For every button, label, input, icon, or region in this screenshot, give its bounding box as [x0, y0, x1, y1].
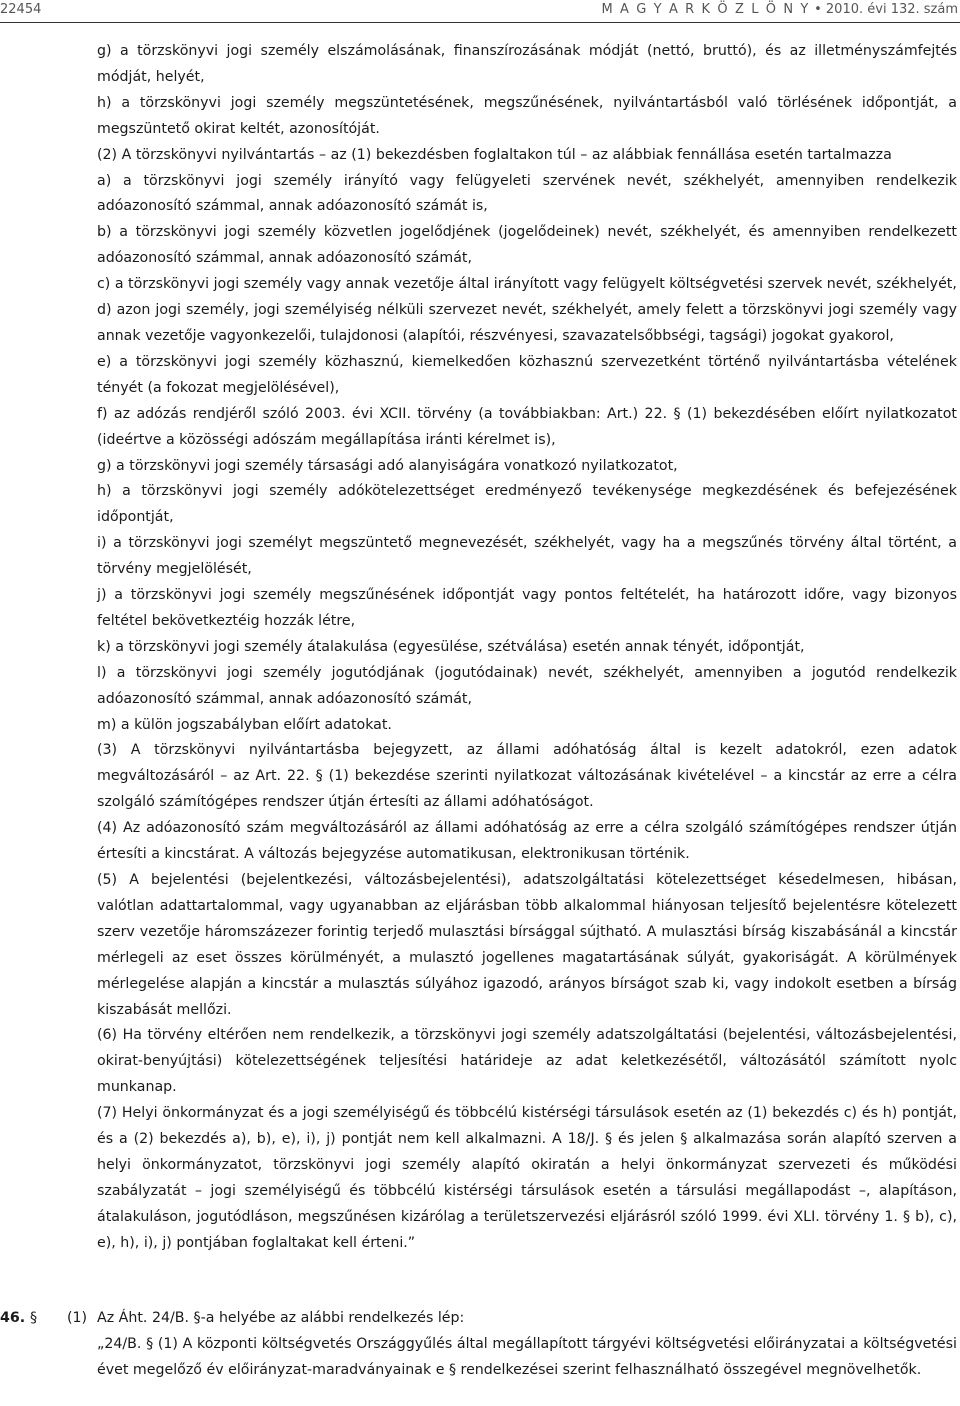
paragraph: (5) A bejelentési (bejelentkezési, változásbejelentési), adatszolgáltatási kötelezettséget késedelmesen, hibásan, valótlan adattartalommal, vagy ugyanabban az eljárásban több alkalommal hiányosan teljesítő bejelentésre kötelezett szerv vezetője háromszázezer forintig terjedő mulasztási bírsággal sújtható. A mulasztási bírság kiszabásánál a kincstár mérlegeli az eset összes körülményét, a mulasztó jogellenes magatartásának súlyát, gyakoriságát. A körülmények mérlegelése alapján a kincstár a mulasztás súlyához igazodó, arányos bírságot szab ki, vagy indokolt esetben a bírság kiszabását mellőzi. [97, 872, 957, 1018]
section-sign-icon: § [30, 1310, 38, 1326]
document-body [97, 39, 957, 1257]
paragraph: j) a törzskönyvi jogi személy megszűnésének időpontját vagy pontos feltételét, ha határozott időre, vagy bizonyos feltétel bekövetkeztéig hozzák létre, [97, 587, 957, 629]
section-text: „24/B. § (1) A központi költségvetés Országgyűlés által megállapított tárgyévi költségvetési előirányzatai a költségvetési évet megelőző év előirányzat-maradványainak e § rendelkezései szerint felhasználható összegével megnövelhetők. [97, 1336, 957, 1378]
journal-title: M A G Y A R K Ö Z L Ö N Y [601, 2, 810, 17]
bullet-icon: • [814, 2, 822, 17]
paragraph: h) a törzskönyvi jogi személy megszüntetésének, megszűnésének, nyilvántartásból való törlésének időpontját, a megszüntető okirat keltét, azonosítóját. [97, 94, 957, 137]
paragraph: (6) Ha törvény eltérően nem rendelkezik, a törzskönyvi jogi személy adatszolgáltatási (bejelentési, változásbejelentési, okirat-benyújtási) kötelezettségének teljesítési határideje az adat keletkezésétől, változásától számított nyolc munkanap. [97, 1027, 957, 1096]
paragraph: a) a törzskönyvi jogi személy irányító vagy felügyeleti szervének nevét, székhelyét, amennyiben rendelkezik adóazonosító számmal, annak adóazonosító számát is, [97, 172, 957, 215]
paragraph: d) azon jogi személy, jogi személyiség nélküli szervezet nevét, székhelyét, amely felett a törzskönyvi jogi személy vagy annak vezetője vagyonkezelői, tulajdonosi (alapítói, részvényesi, szavazatelsőbbségi, tagsági) jogokat gyakorol, [97, 302, 957, 344]
section-number: 46. [0, 1310, 26, 1326]
paragraph: i) a törzskönyvi jogi személyt megszüntető megnevezését, székhelyét, vagy ha a megszűnés törvény által történt, a törvény megjelölését, [97, 535, 957, 578]
paragraph: (3) A törzskönyvi nyilvántartásba bejegyzett, az állami adóhatóság által is kezelt adatokról, ezen adatok megváltozásáról – az Art. 22. § (1) bekezdése szerinti nyilatkozat változásának kivételével – a kincstár az erre a célra szolgáló számítógépes rendszer útján értesíti az állami adóhatóságot. [97, 742, 957, 811]
paragraph: (2) A törzskönyvi nyilvántartás – az (1) bekezdésben foglaltakon túl – az alábbiak fennállása esetén tartalmazza [97, 146, 892, 163]
paragraph: h) a törzskönyvi jogi személy adókötelezettséget eredményező tevékenysége megkezdésének és befejezésének időpontját, [97, 483, 957, 526]
paragraph: g) a törzskönyvi jogi személy társasági adó alanyiságára vonatkozó nyilatkozatot, [97, 457, 678, 474]
paragraph: g) a törzskönyvi jogi személy elszámolásának, finanszírozásának módját (nettó, bruttó), és az illetményszámfejtés módját, helyét, [97, 43, 957, 85]
subsection-number: (1) [67, 1310, 88, 1326]
paragraph: c) a törzskönyvi jogi személy vagy annak vezetője által irányított vagy felügyelt költségvetési szervek nevét, székhelyét, [97, 276, 957, 293]
paragraph: l) a törzskönyvi jogi személy jogutódjának (jogutódainak) nevét, székhelyét, amennyiben a jogutód rendelkezik adóazonosító számmal, annak adóazonosító számát, [97, 664, 957, 707]
journal-issue [602, 0, 959, 20]
paragraph: e) a törzskönyvi jogi személy közhasznú, kiemelkedően közhasznú szervezetként történő nyilvántartásba vételének tényét (a fokozat megjelölésével), [97, 353, 957, 396]
paragraph: b) a törzskönyvi jogi személy közvetlen jogelődjének (jogelődeinek) nevét, székhelyét, és amennyiben rendelkezett adóazonosító számmal, annak adóazonosító számát, [97, 224, 957, 267]
issue-label: 2010. évi 132. szám [825, 2, 958, 17]
page-number: 22454 [0, 2, 42, 17]
paragraph: k) a törzskönyvi jogi személy átalakulása (egyesülése, szétválása) esetén annak tényét, időpontját, [97, 638, 805, 655]
header-rule [0, 22, 960, 23]
section-intro: Az Áht. 24/B. §-a helyébe az alábbi rendelkezés lép: [97, 1310, 465, 1326]
paragraph: f) az adózás rendjéről szóló 2003. évi XCII. törvény (a továbbiakban: Art.) 22. § (1) bekezdésében előírt nyilatkozatot (ideértve a közösségi adószám megállapítása iránti kérelmet is), [97, 405, 957, 448]
paragraph: (4) Az adóazonosító szám megváltozásáról az állami adóhatóság az erre a célra szolgáló számítógépes rendszer útján értesíti a kincstárat. A változás bejegyzése automatikusan, elektronikusan történik. [97, 820, 957, 863]
paragraph: (7) Helyi önkormányzat és a jogi személyiségű és többcélú kistérségi társulások esetén az (1) bekezdés c) és h) pontját, és a (2) bekezdés a), b), e), i), j) pontját nem kell alkalmazni. A 18/J. § és jelen § alkalmazása során alapító szerven a helyi önkormányzatot, törzskönyvi jogi személy alapító okiratán a helyi önkormányzat szervezeti és működési szabályzatát – jogi személyiségű és többcélú kistérségi társulások esetén a társulási megállapodást –, alapításon, átalakuláson, jogutódláson, megszűnésen kizárólag a területszervezési eljárásról szóló 1999. évi XLI. törvény 1. § b), c), e), h), i), j) pontjában foglaltakat kell érteni.” [97, 1105, 957, 1251]
paragraph: m) a külön jogszabályban előírt adatokat. [97, 716, 392, 733]
page-header [0, 0, 960, 20]
